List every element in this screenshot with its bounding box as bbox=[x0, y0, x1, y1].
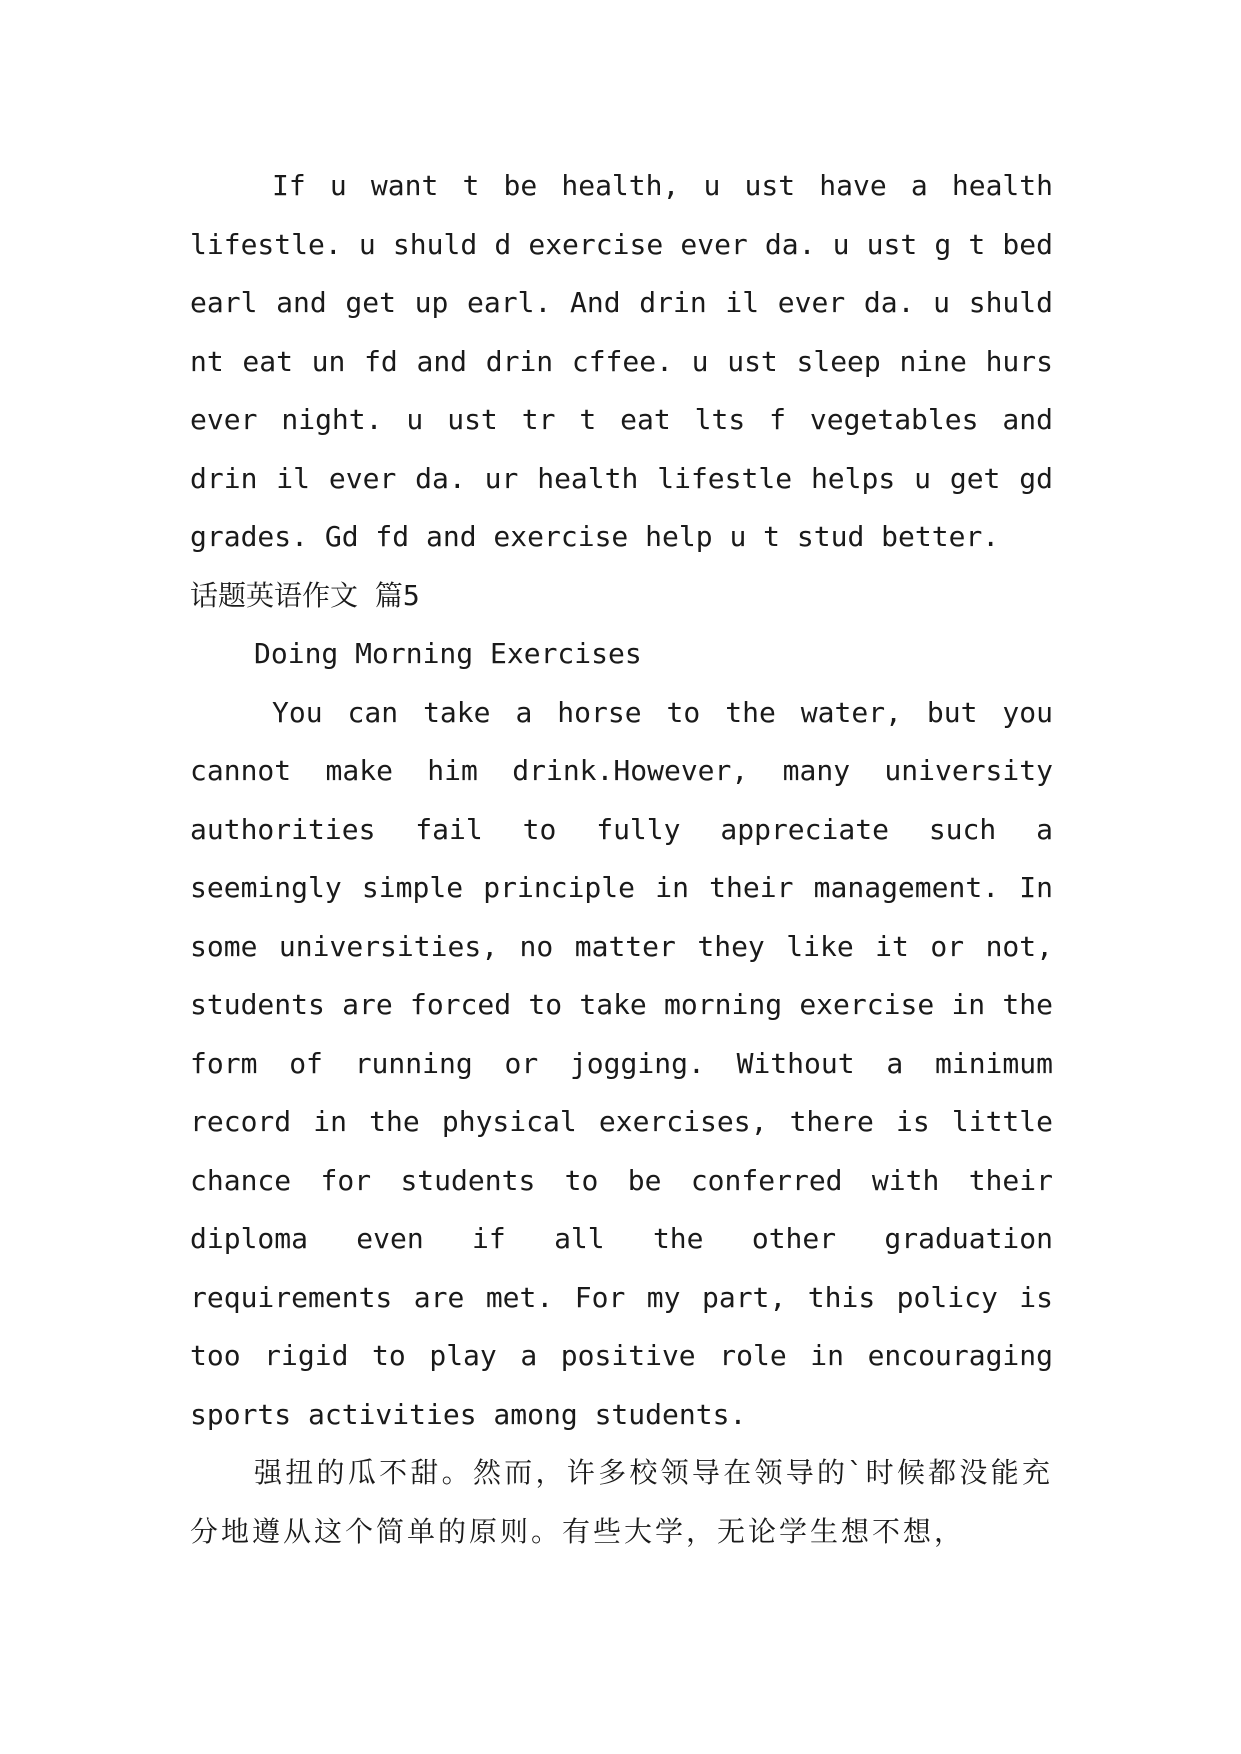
document-body bbox=[190, 157, 1053, 1561]
paragraph-health-lifestyle: If u want t be health, u ust have a health lifestle. u shuld d exercise ever da. u ust g t bed earl and get up earl. And drin il ever da. u shuld nt eat un fd and drin cffee. u ust sleep nine hurs ever night. u ust tr t eat lts f vegetables and drin il ever da. ur health lifestle helps u get gd grades. Gd fd and exercise help u t stud better. bbox=[190, 169, 1053, 553]
paragraph-morning-exercises-english: You can take a horse to the water, but you cannot make him drink.However, many university authorities fail to fully appreciate such a seemingly simple principle in their management. In some universities, no matter they like it or not, students are forced to take morning exercise in the form of running or jogging. Without a minimum record in the physical exercises, there is little chance for students to be conferred with their diploma even if all the other graduation requirements are met. For my part, this policy is too rigid to play a positive role in encouraging sports activities among students. bbox=[190, 695, 1053, 1431]
section-heading: 话题英语作文 篇5 bbox=[190, 578, 420, 612]
paragraph-morning-exercises-chinese: 强扭的瓜不甜。然而，许多校领导在领导的`时候都没能充分地遵从这个简单的原则。有些大学，无论学生想不想， bbox=[190, 1456, 1053, 1548]
essay-title: Doing Morning Exercises bbox=[254, 637, 642, 670]
